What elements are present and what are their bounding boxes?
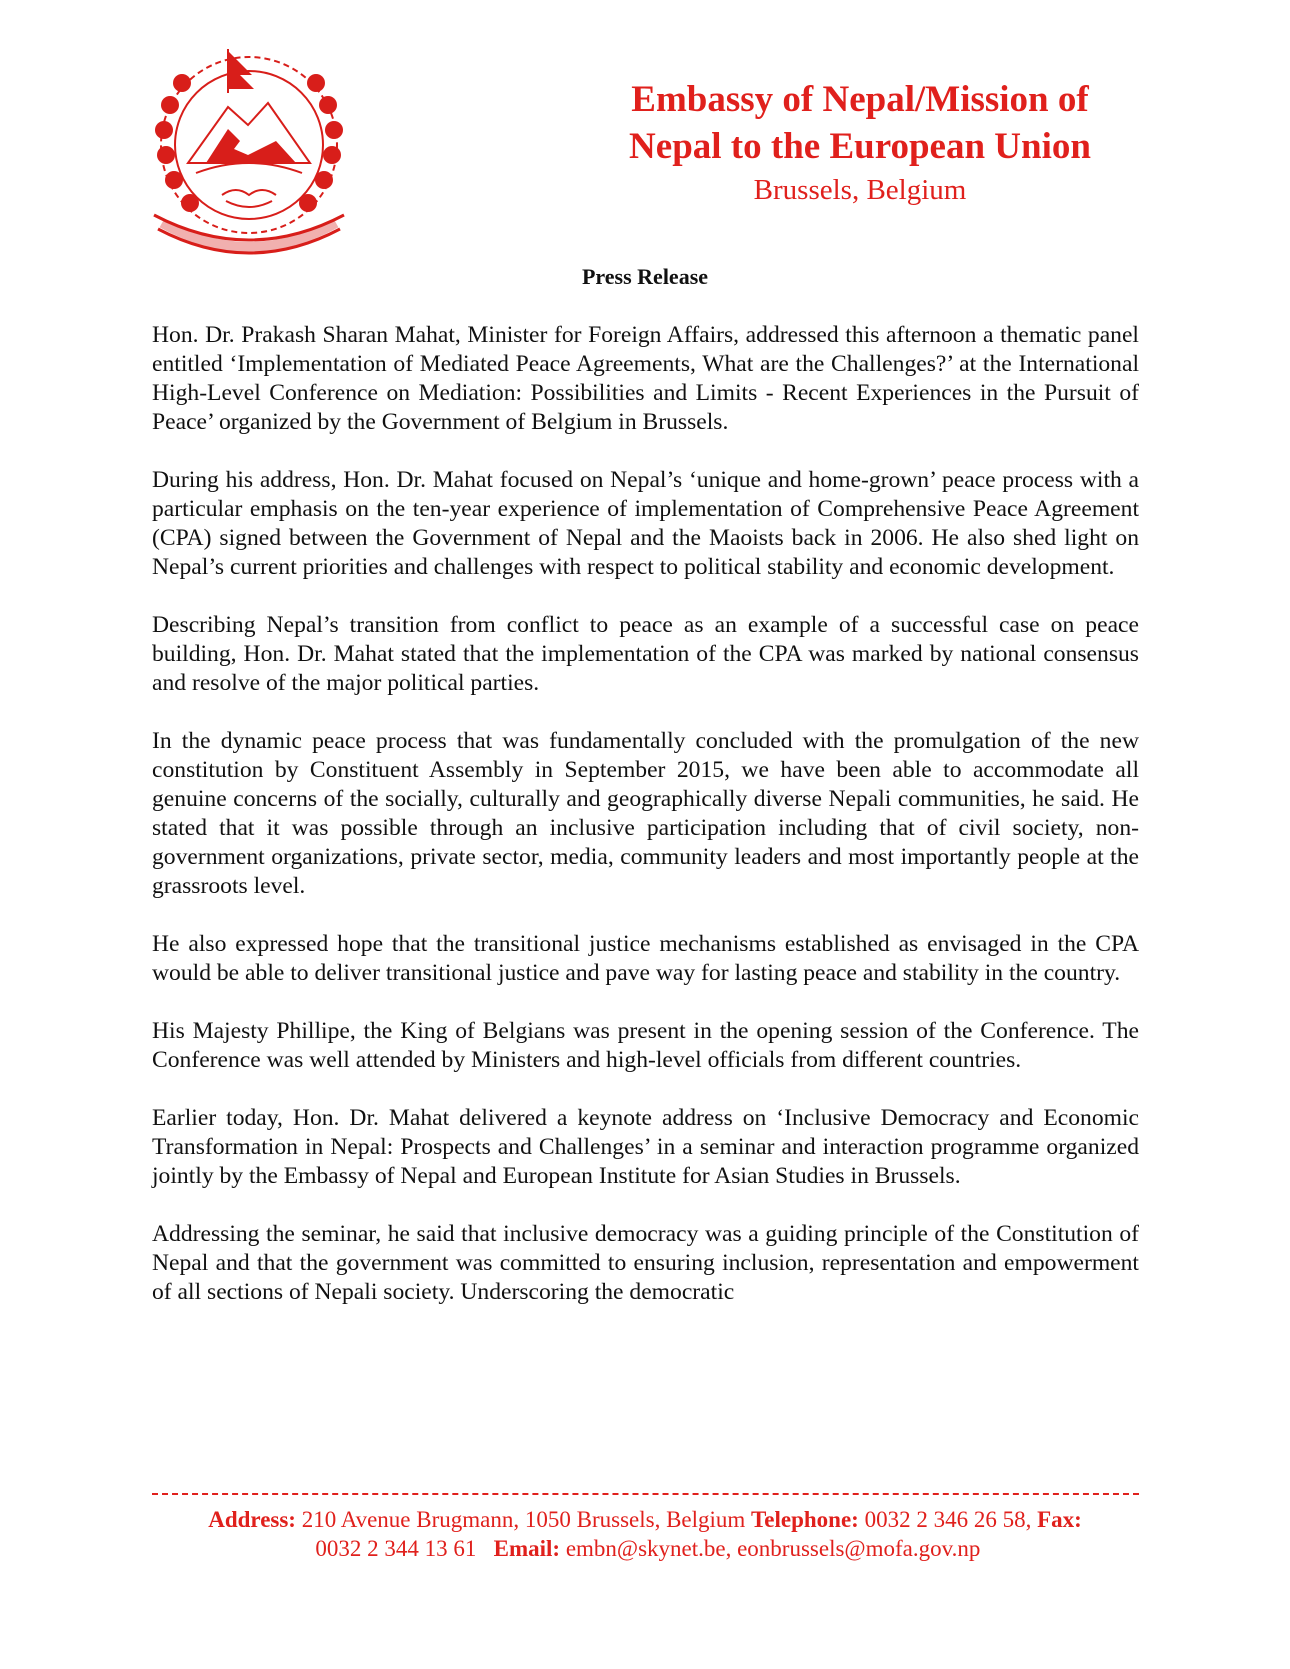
paragraph: Addressing the seminar, he said that inclusive democracy was a guiding principle of the Constitution of Nepal and that the government was committed to ensuring inclusion, representation and empowerment of all sections of Nepali society. Underscoring the democratic — [152, 1221, 1139, 1305]
paragraph: During his address, Hon. Dr. Mahat focused on Nepal’s ‘unique and home-grown’ peace process with a particular emphasis on the ten-year experience of implementation of Comprehensive Peace Agreement (CPA) signed between the Government of Nepal and the Maoists back in 2006. He also shed light on Nepal’s current priorities and challenges with respect to political stability and economic development. — [152, 467, 1139, 580]
email-value[interactable]: embn@skynet.be, eonbrussels@mofa.gov.np — [560, 1536, 981, 1561]
embassy-name-line-1: Embassy of Nepal/Mission of — [631, 79, 1089, 120]
paragraph: Hon. Dr. Prakash Sharan Mahat, Minister for Foreign Affairs, addressed this afternoon a thematic panel entitled ‘Implementation of Mediated Peace Agreements, What are the Challenges?’ at the International High-Level Conference on Mediation: Possibilities and Limits - Recent Experiences in the Pursuit of Peace’ organized by the Government of Belgium in Brussels. — [152, 322, 1139, 435]
paragraph: In the dynamic peace process that was fundamentally concluded with the promulgation of the new constitution by Constituent Assembly in September 2015, we have been able to accommodate all genuine concerns of the socially, culturally and geographically diverse Nepali communities, he said. He stated that it was possible through an inclusive participation including that of civil society, non-government organizations, private sector, media, community leaders and most importantly people at the grassroots level. — [152, 728, 1139, 899]
fax-value: 0032 2 344 13 61 — [309, 1536, 494, 1561]
telephone-value: 0032 2 346 26 58, — [858, 1507, 1038, 1532]
paragraph: He also expressed hope that the transitional justice mechanisms established as envisaged in the CPA would be able to deliver transitional justice and pave way for lasting peace and stability in the country. — [152, 931, 1139, 986]
nepal-coat-of-arms-icon — [136, 45, 362, 255]
paragraph: Describing Nepal’s transition from conflict to peace as an example of a successful case on peace building, Hon. Dr. Mahat stated that the implementation of the CPA was marked by national consensus and resolve of the major political parties. — [152, 612, 1139, 696]
address-value: 210 Avenue Brugmann, 1050 Brussels, Belgium — [295, 1507, 752, 1532]
embassy-header — [600, 76, 1120, 208]
email-label: Email: — [493, 1536, 561, 1561]
paragraph: Earlier today, Hon. Dr. Mahat delivered a keynote address on ‘Inclusive Democracy and Economic Transformation in Nepal: Prospects and Challenges’ in a seminar and interaction programme organized jointly by the Embassy of Nepal and European Institute for Asian Studies in Brussels. — [152, 1105, 1139, 1189]
press-release-body — [152, 321, 1139, 1336]
paragraph: His Majesty Phillipe, the King of Belgians was present in the opening session of the Conference. The Conference was well attended by Ministers and high-level officials from different countries. — [152, 1018, 1139, 1073]
page-title: Press Release — [581, 264, 709, 289]
telephone-label: Telephone: — [751, 1507, 859, 1532]
footer-contact — [140, 1505, 1150, 1563]
fax-label: Fax: — [1037, 1507, 1082, 1532]
footer-divider — [152, 1493, 1139, 1495]
embassy-city: Brussels, Belgium — [753, 174, 967, 206]
embassy-name-line-2: Nepal to the European Union — [629, 126, 1091, 167]
address-label: Address: — [208, 1507, 296, 1532]
